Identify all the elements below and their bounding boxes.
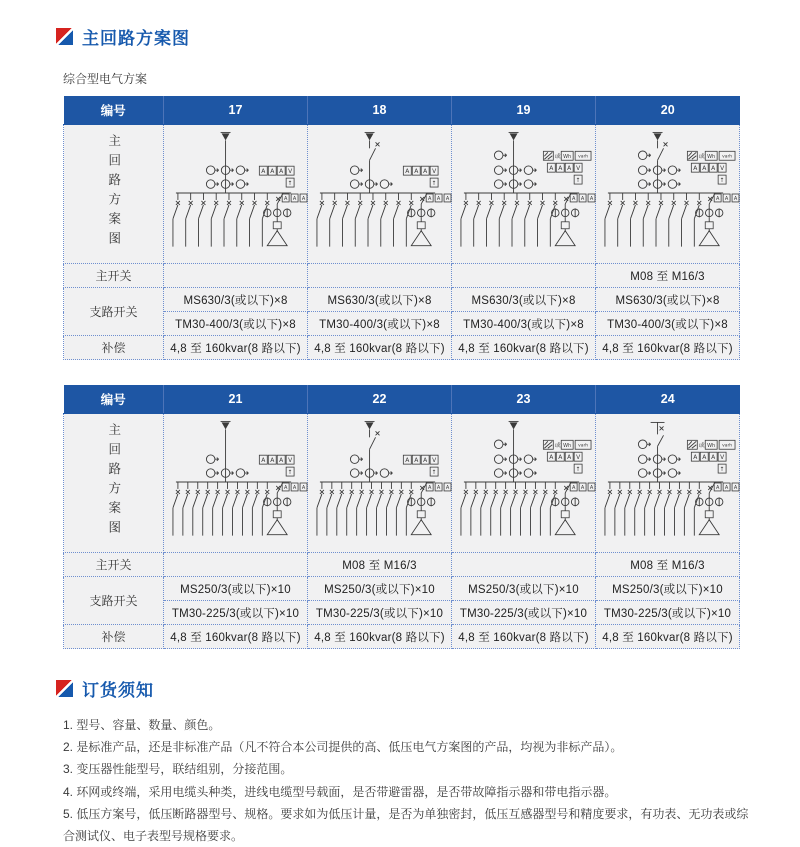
table1-header-row [64, 96, 740, 125]
scheme-diagram-17 [164, 125, 307, 263]
scheme-row-label-text: 主回路方案图 [106, 423, 121, 540]
svg-text:A: A [567, 165, 572, 173]
scheme-diagram-23 [452, 414, 595, 552]
scheme-row-label-text: 主回路方案图 [106, 134, 121, 251]
diagram-cell-18 [308, 125, 452, 264]
svg-text:A: A [283, 485, 288, 492]
branch-switch-value: MS630/3(或以下)×8 [596, 288, 740, 312]
svg-text:A: A [414, 457, 419, 465]
svg-text:A: A [261, 168, 266, 176]
svg-text:A: A [436, 485, 441, 492]
section-title-ordering [56, 676, 800, 701]
svg-text:或: 或 [554, 442, 561, 450]
ordering-note-5: 5. 低压方案号，低压断路器型号、规格。要求如为低压计量，是否为单独密封，低压互感器型号和精度要求，有功表、无功表或综合测试仪、电子表型号规格要求。 [63, 806, 749, 843]
table1-branch-switch-row2 [64, 312, 740, 336]
svg-text:A: A [715, 485, 720, 492]
compensation-value: 4,8 至 160kvar(8 路以下) [452, 625, 596, 649]
svg-text:或: 或 [698, 153, 705, 161]
branch-switch-value: TM30-225/3(或以下)×10 [596, 601, 740, 625]
svg-text:A: A [589, 485, 594, 492]
column-header-19: 19 [452, 96, 596, 125]
svg-text:A: A [724, 485, 729, 492]
svg-text:A: A [549, 454, 554, 462]
column-header-20: 20 [596, 96, 740, 125]
compensation-value: 4,8 至 160kvar(8 路以下) [164, 336, 308, 360]
svg-text:A: A [405, 457, 410, 465]
svg-text:A: A [589, 196, 594, 203]
column-header-23: 23 [452, 385, 596, 414]
svg-text:V: V [432, 457, 437, 465]
section-square-icon [56, 680, 73, 697]
compensation-value: 4,8 至 160kvar(8 路以下) [308, 625, 452, 649]
svg-text:A: A [261, 457, 266, 465]
row-label-branch-switch: 支路开关 [64, 288, 164, 336]
svg-text:A: A [292, 485, 297, 492]
svg-text:Wh: Wh [563, 443, 572, 450]
svg-text:varh: varh [578, 154, 589, 160]
branch-switch-value: TM30-225/3(或以下)×10 [164, 601, 308, 625]
ordering-note-4: 4. 环网或终端，采用电缆头种类，进线电缆型号载面，是否带避雷器，是否带故障指示器和带电指示器。 [63, 784, 617, 799]
table2-main-switch-row [64, 553, 740, 577]
branch-switch-value: MS630/3(或以下)×8 [164, 288, 308, 312]
table2-branch-switch-row2 [64, 601, 740, 625]
column-header-24: 24 [596, 385, 740, 414]
row-label-compensation: 补偿 [64, 336, 164, 360]
svg-text:A: A [301, 196, 306, 203]
svg-text:Wh: Wh [707, 154, 716, 161]
column-header-number: 编号 [64, 385, 164, 414]
svg-text:A: A [427, 196, 432, 203]
branch-switch-value: TM30-400/3(或以下)×8 [452, 312, 596, 336]
ordering-note-2: 2. 是标准产品，还是非标准产品（凡不符合本公司提供的高、低压电气方案图的产品，均视为非标产品）。 [63, 740, 623, 755]
diagram-cell-17 [164, 125, 308, 264]
svg-text:A: A [567, 454, 572, 462]
svg-text:V: V [288, 457, 293, 465]
row-label-main-switch: 主开关 [64, 264, 164, 288]
svg-text:A: A [423, 168, 428, 176]
svg-text:A: A [580, 196, 585, 203]
svg-text:V: V [576, 454, 581, 462]
diagram-cell-19 [452, 125, 596, 264]
branch-switch-value: MS630/3(或以下)×8 [308, 288, 452, 312]
branch-switch-value: TM30-400/3(或以下)×8 [164, 312, 308, 336]
compensation-value: 4,8 至 160kvar(8 路以下) [308, 336, 452, 360]
svg-text:↑: ↑ [431, 180, 437, 188]
scheme-diagram-20 [596, 125, 739, 263]
svg-text:Wh: Wh [563, 154, 572, 161]
diagram-cell-20 [596, 125, 740, 264]
svg-text:A: A [724, 196, 729, 203]
svg-text:A: A [445, 196, 450, 203]
column-header-18: 18 [308, 96, 452, 125]
svg-text:A: A [549, 165, 554, 173]
svg-text:A: A [715, 196, 720, 203]
scheme-diagram-24 [596, 414, 739, 552]
scheme-diagram-19 [452, 125, 595, 263]
scheme-table-21-24 [63, 385, 740, 649]
table2-branch-switch-row1 [64, 577, 740, 601]
svg-text:A: A [702, 165, 707, 173]
svg-text:A: A [283, 196, 288, 203]
ordering-title: 订货须知 [82, 681, 154, 700]
row-label-compensation: 补偿 [64, 625, 164, 649]
row-label-scheme [64, 125, 164, 264]
svg-text:A: A [580, 485, 585, 492]
branch-switch-value: TM30-225/3(或以下)×10 [452, 601, 596, 625]
svg-text:A: A [292, 196, 297, 203]
svg-text:或: 或 [554, 153, 561, 161]
svg-text:↑: ↑ [719, 466, 725, 474]
column-header-21: 21 [164, 385, 308, 414]
scheme-diagram-21 [164, 414, 307, 552]
row-label-main-switch: 主开关 [64, 553, 164, 577]
svg-text:A: A [733, 196, 738, 203]
svg-text:↑: ↑ [719, 177, 725, 185]
main-switch-value [452, 553, 596, 577]
svg-text:A: A [558, 454, 563, 462]
table1-compensation-row [64, 336, 740, 360]
svg-text:A: A [436, 196, 441, 203]
section-title-main-circuit [56, 24, 800, 49]
branch-switch-value: TM30-400/3(或以下)×8 [596, 312, 740, 336]
svg-text:varh: varh [578, 443, 589, 449]
main-switch-value: M08 至 M16/3 [596, 264, 740, 288]
scheme-table-17-20 [63, 96, 740, 360]
svg-text:A: A [414, 168, 419, 176]
main-switch-value [308, 264, 452, 288]
main-switch-value [164, 553, 308, 577]
table2-compensation-row [64, 625, 740, 649]
main-switch-value [452, 264, 596, 288]
svg-text:A: A [427, 485, 432, 492]
row-label-scheme [64, 414, 164, 553]
svg-text:A: A [702, 454, 707, 462]
branch-switch-value: MS630/3(或以下)×8 [452, 288, 596, 312]
svg-text:A: A [279, 457, 284, 465]
table2-header-row [64, 385, 740, 414]
svg-text:A: A [270, 457, 275, 465]
column-header-17: 17 [164, 96, 308, 125]
table1-diagram-row [64, 125, 740, 264]
svg-text:Wh: Wh [707, 443, 716, 450]
ordering-notes [63, 714, 755, 847]
svg-text:↑: ↑ [575, 466, 581, 474]
svg-text:A: A [693, 165, 698, 173]
svg-text:V: V [288, 168, 293, 176]
svg-text:varh: varh [722, 443, 733, 449]
table1-main-switch-row [64, 264, 740, 288]
main-switch-value [164, 264, 308, 288]
svg-text:V: V [720, 165, 725, 173]
branch-switch-value: MS250/3(或以下)×10 [452, 577, 596, 601]
svg-text:↑: ↑ [431, 469, 437, 477]
svg-text:A: A [301, 485, 306, 492]
svg-text:A: A [270, 168, 275, 176]
svg-text:A: A [711, 165, 716, 173]
svg-text:↑: ↑ [575, 177, 581, 185]
svg-text:↑: ↑ [287, 469, 293, 477]
compensation-value: 4,8 至 160kvar(8 路以下) [452, 336, 596, 360]
ordering-note-3: 3. 变压器性能型号，联结组别，分接范围。 [63, 762, 293, 777]
page-title: 主回路方案图 [82, 29, 190, 48]
svg-text:或: 或 [698, 442, 705, 450]
diagram-cell-21 [164, 414, 308, 553]
branch-switch-value: TM30-225/3(或以下)×10 [308, 601, 452, 625]
diagram-cell-24 [596, 414, 740, 553]
diagram-cell-22 [308, 414, 452, 553]
main-switch-value: M08 至 M16/3 [596, 553, 740, 577]
table2-diagram-row [64, 414, 740, 553]
compensation-value: 4,8 至 160kvar(8 路以下) [596, 336, 740, 360]
row-label-branch-switch: 支路开关 [64, 577, 164, 625]
ordering-note-1: 1. 型号、容量、数量、颜色。 [63, 718, 221, 732]
svg-text:A: A [279, 168, 284, 176]
main-switch-value: M08 至 M16/3 [308, 553, 452, 577]
svg-text:A: A [423, 457, 428, 465]
scheme-diagram-18 [308, 125, 451, 263]
svg-text:V: V [432, 168, 437, 176]
svg-text:A: A [405, 168, 410, 176]
subtitle: 综合型电气方案 [63, 72, 148, 86]
section-square-icon [56, 28, 73, 45]
svg-text:V: V [720, 454, 725, 462]
svg-text:A: A [693, 454, 698, 462]
branch-switch-value: MS250/3(或以下)×10 [596, 577, 740, 601]
svg-text:varh: varh [722, 154, 733, 160]
compensation-value: 4,8 至 160kvar(8 路以下) [164, 625, 308, 649]
column-header-number: 编号 [64, 96, 164, 125]
branch-switch-value: TM30-400/3(或以下)×8 [308, 312, 452, 336]
svg-text:A: A [445, 485, 450, 492]
svg-text:A: A [733, 485, 738, 492]
column-header-22: 22 [308, 385, 452, 414]
svg-text:↑: ↑ [287, 180, 293, 188]
branch-switch-value: MS250/3(或以下)×10 [164, 577, 308, 601]
svg-text:A: A [711, 454, 716, 462]
table1-branch-switch-row1 [64, 288, 740, 312]
scheme-diagram-22 [308, 414, 451, 552]
branch-switch-value: MS250/3(或以下)×10 [308, 577, 452, 601]
svg-text:V: V [576, 165, 581, 173]
svg-text:A: A [558, 165, 563, 173]
diagram-cell-23 [452, 414, 596, 553]
compensation-value: 4,8 至 160kvar(8 路以下) [596, 625, 740, 649]
svg-text:A: A [571, 485, 576, 492]
svg-text:A: A [571, 196, 576, 203]
